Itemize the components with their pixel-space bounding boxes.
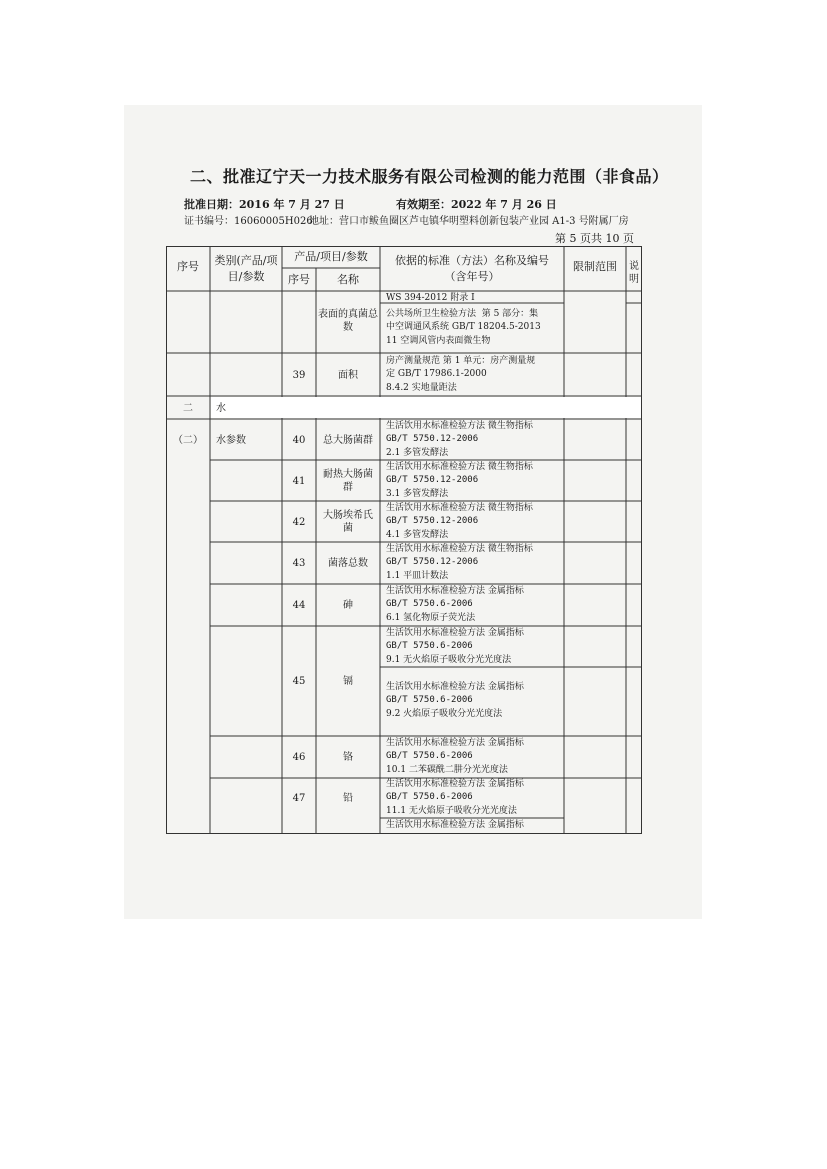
category-seq: （二）: [173, 435, 203, 446]
header-name: 名称: [337, 273, 359, 286]
item-name: 菌落总数: [328, 558, 368, 569]
header-category: 类别(产品/项目/参数: [214, 254, 278, 283]
page-number: 第 5 页共 10 页: [555, 232, 634, 245]
header-no: 序号: [288, 273, 310, 286]
header-standard: 依据的标准（方法）名称及编号（含年号）: [395, 254, 549, 283]
document-title: 二、批准辽宁天一力技术服务有限公司检测的能力范围（非食品）: [190, 167, 669, 186]
item-name: 铅: [343, 793, 353, 804]
item-name: 大肠埃希氏菌: [323, 510, 373, 534]
header-limit: 限制范围: [573, 260, 617, 273]
item-no: 39: [292, 370, 306, 381]
capability-table: [166, 246, 642, 834]
approval-date: 批准日期：2016 年 7 月 27 日: [184, 198, 345, 211]
item-no: 46: [292, 752, 306, 763]
item-name: 镉: [343, 676, 353, 687]
item-name: 铬: [343, 752, 353, 763]
standard-text: 生活饮用水标准检验方法 微生物指标 GB/T 5750.12-2006 3.1 多管发酵法: [386, 462, 533, 499]
item-name: 总大肠菌群: [323, 435, 373, 446]
standard-text: 生活饮用水标准检验方法 金属指标 GB/T 5750.6-2006 6.1 氢化物原子荧光法: [386, 586, 524, 623]
header-product-group: 产品/项目/参数: [294, 250, 368, 263]
item-name: 砷: [343, 600, 353, 611]
standard-text: 生活饮用水标准检验方法 金属指标 GB/T 5750.6-2006 9.1 无火焰原子吸收分光光度法: [386, 628, 524, 665]
category-name: 水参数: [216, 435, 246, 446]
valid-until: 有效期至：2022 年 7 月 26 日: [396, 198, 557, 211]
item-name: 耐热大肠菌群: [323, 469, 373, 493]
standard-text: 生活饮用水标准检验方法 金属指标 GB/T 5750.6-2006 10.1 二苯碳酰二肼分光光度法: [386, 738, 524, 775]
item-no: 40: [292, 435, 306, 446]
item-name: 面积: [338, 370, 358, 381]
standard-text: WS 394-2012 附录 I: [386, 293, 475, 303]
header-note: 说明: [629, 261, 639, 285]
address: 地址：营口市鲅鱼圈区芦屯镇华明塑料创新包装产业园 A1-3 号附属厂房: [309, 216, 629, 227]
standard-text: 生活饮用水标准检验方法 微生物指标 GB/T 5750.12-2006 2.1 多管发酵法: [386, 421, 533, 458]
item-no: 45: [292, 676, 306, 687]
header-seq: 序号: [177, 260, 199, 273]
standard-text: 生活饮用水标准检验方法 金属指标 GB/T 5750.6-2006 11.1 无火焰原子吸收分光光度法: [386, 779, 524, 816]
item-no: 44: [292, 600, 306, 611]
standard-text: 生活饮用水标准检验方法 金属指标 GB/T 5750.6-2006 9.2 火焰原子吸收分光光度法: [386, 682, 524, 719]
item-no: 47: [292, 793, 306, 804]
standard-text: 房产测量规范 第 1 单元：房产测量规 定 GB/T 17986.1-2000 8.4.2 实地量距法: [386, 356, 536, 393]
item-no: 43: [292, 558, 306, 569]
certificate-number: 证书编号：16060005H026: [184, 216, 313, 227]
item-no: 41: [292, 476, 306, 487]
section-name: 水: [216, 403, 226, 414]
standard-text: 生活饮用水标准检验方法 微生物指标 GB/T 5750.12-2006 1.1 平皿计数法: [386, 544, 533, 581]
standard-text: 生活饮用水标准检验方法 微生物指标 GB/T 5750.12-2006 4.1 多管发酵法: [386, 503, 533, 540]
item-name: 表面的真菌总数: [318, 309, 378, 333]
standard-text: 公共场所卫生检验方法 第 5 部分：集 中空调通风系统 GB/T 18204.5-2013 11 空调风管内表面微生物: [386, 309, 541, 346]
item-no: 42: [292, 517, 306, 528]
section-seq: 二: [183, 403, 193, 414]
standard-text: 生活饮用水标准检验方法 金属指标: [386, 820, 524, 830]
